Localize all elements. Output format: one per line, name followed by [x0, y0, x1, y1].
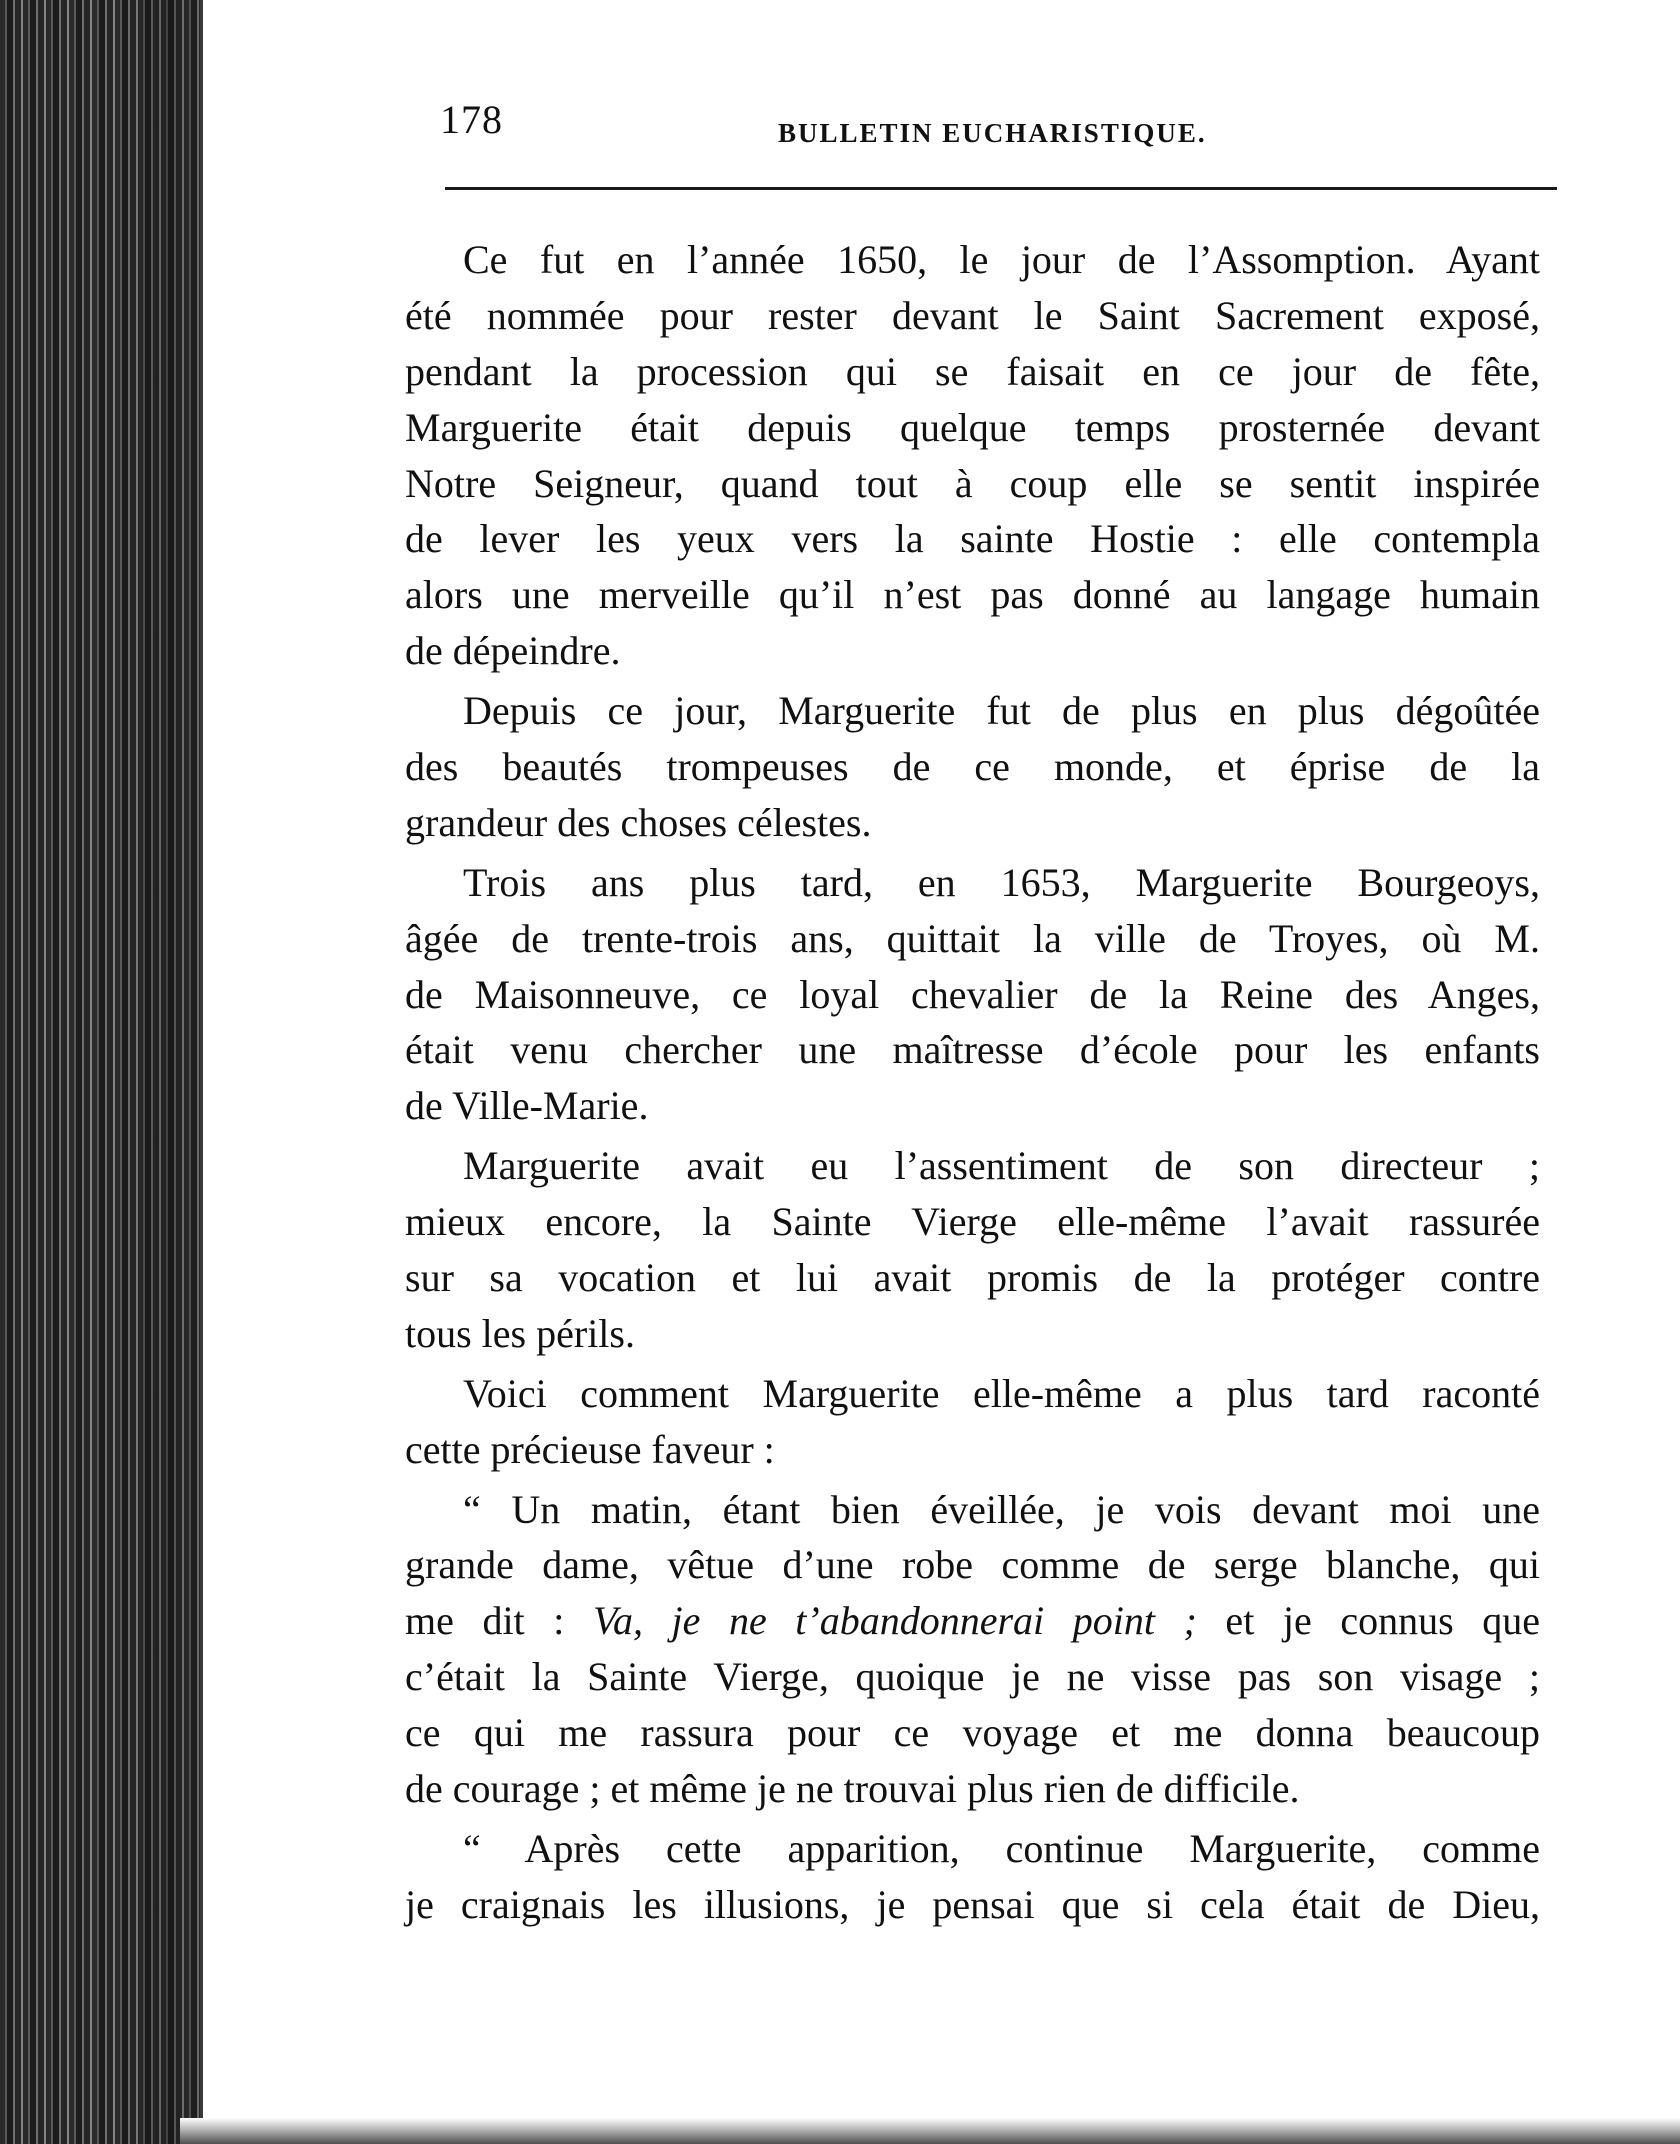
text-line: âgée de trente-trois ans, quittait la ville de Troyes, où M. [405, 915, 1540, 961]
text-line: de Ville-Marie. [405, 1083, 649, 1129]
gutter-shadow [120, 0, 200, 2144]
text-line: des beautés trompeuses de ce monde, et éprise de la [405, 744, 1540, 790]
text-line: ce qui me rassura pour ce voyage et me donna beaucoup [405, 1710, 1540, 1756]
page-edge [200, 0, 203, 2144]
text-line: été nommée pour rester devant le Saint Sacrement exposé, [405, 292, 1540, 338]
text-line: c’était la Sainte Vierge, quoique je ne visse pas son visage ; [405, 1654, 1540, 1700]
italic-quote: Va, je ne t’abandonnerai point ; [592, 1598, 1197, 1644]
text-line: je craignais les illusions, je pensai que si cela était de Dieu, [405, 1881, 1540, 1927]
paragraph [405, 855, 1540, 1134]
text-line: de Maisonneuve, ce loyal chevalier de la Reine des Anges, [405, 971, 1540, 1017]
text-line: sur sa vocation et lui avait promis de la protéger contre [405, 1255, 1540, 1301]
quotation-paragraph [405, 1821, 1540, 1933]
text-line: Marguerite était depuis quelque temps prosternée devant [405, 404, 1540, 450]
text-run: me dit : [405, 1598, 593, 1644]
text-line: Marguerite avait eu l’assentiment de son directeur ; [463, 1143, 1540, 1189]
text-line: mieux encore, la Sainte Vierge elle-même l’avait rassurée [405, 1199, 1540, 1245]
text-line: de courage ; et même je ne trouvai plus rien de difficile. [405, 1766, 1300, 1812]
paragraph [405, 1138, 1540, 1362]
text-line: alors une merveille qu’il n’est pas donné au langage humain [405, 572, 1540, 618]
paragraph [405, 1366, 1540, 1478]
text-line: tous les périls. [405, 1310, 635, 1356]
text-line-mixed [405, 1593, 1540, 1649]
text-run: et je connus que [1196, 1598, 1540, 1644]
page-number: 178 [440, 97, 503, 142]
text-line: cette précieuse faveur : [405, 1426, 775, 1472]
text-line: grande dame, vêtue d’une robe comme de serge blanche, qui [405, 1542, 1540, 1588]
text-line: Notre Seigneur, quand tout à coup elle se sentit inspirée [405, 460, 1540, 506]
header-rule [445, 187, 1557, 190]
text-line: grandeur des choses célestes. [405, 799, 872, 845]
text-line: Trois ans plus tard, en 1653, Marguerite Bourgeoys, [463, 859, 1540, 905]
running-head: BULLETIN EUCHARISTIQUE. [778, 118, 1207, 148]
text-line: “ Après cette apparition, continue Marguerite, comme [463, 1825, 1540, 1871]
text-line: de lever les yeux vers la sainte Hostie : elle contempla [405, 516, 1540, 562]
text-line: était venu chercher une maîtresse d’école pour les enfants [405, 1027, 1540, 1073]
paragraph [405, 232, 1540, 679]
text-line: Depuis ce jour, Marguerite fut de plus en plus dégoûtée [463, 688, 1540, 734]
text-line: “ Un matin, étant bien éveillée, je vois devant moi une [463, 1486, 1540, 1532]
text-line: Ce fut en l’année 1650, le jour de l’Assomption. Ayant [463, 237, 1540, 282]
bottom-page-edge [180, 2118, 1680, 2144]
text-line: pendant la procession qui se faisait en ce jour de fête, [405, 348, 1540, 394]
text-line: de dépeindre. [405, 628, 621, 674]
text-line: Voici comment Marguerite elle-même a plus tard raconté [463, 1370, 1540, 1416]
quotation-paragraph [405, 1482, 1540, 1817]
paragraph [405, 683, 1540, 851]
body-text [405, 232, 1540, 1933]
